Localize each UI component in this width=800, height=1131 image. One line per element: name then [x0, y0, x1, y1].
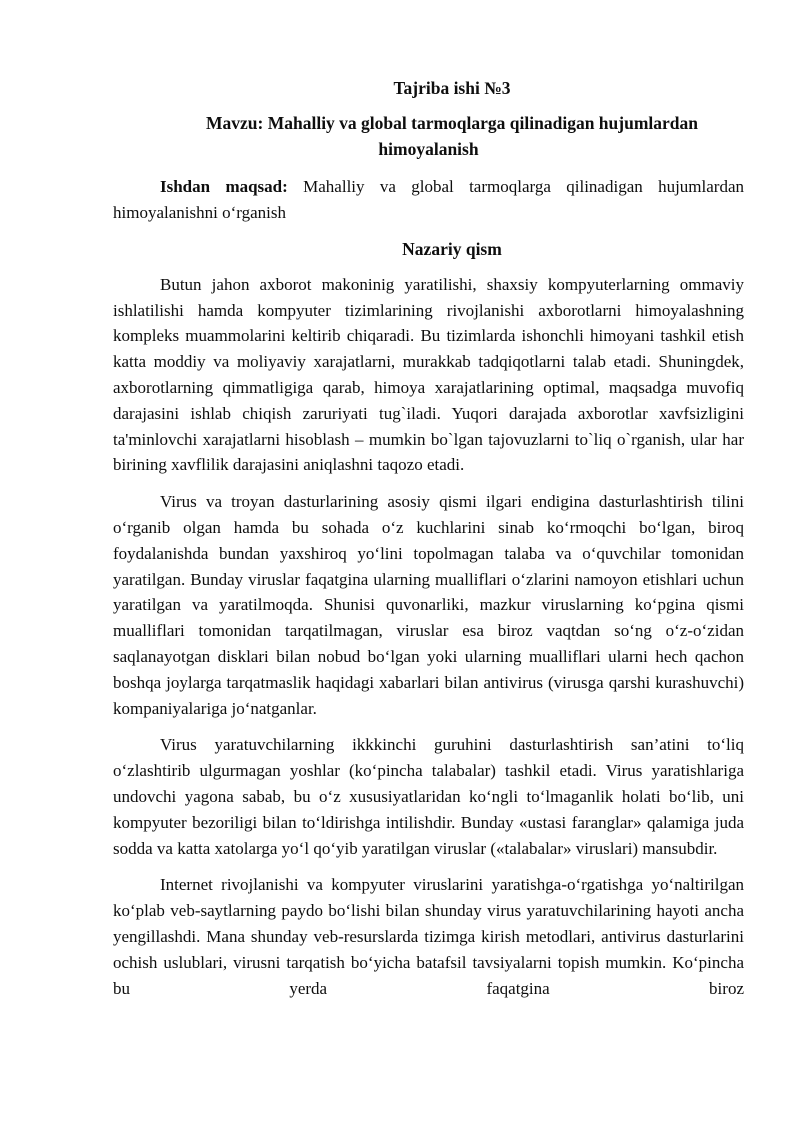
topic-heading: Mavzu: Mahalliy va global tarmoqlarga qilinadigan hujumlardan himoyalanish: [206, 112, 698, 159]
purpose-label: Ishdan maqsad:: [160, 177, 288, 197]
section-heading: Nazariy qism: [402, 238, 502, 259]
theory-paragraph-2: Virus va troyan dasturlarining asosiy qismi ilgari endigina dasturlashtirish tilini oʻrganib olgan hamda bu sohada oʻz kuchlarini sinab koʻrmoqchi boʻlgan, biroq foydalanishda bundan yaxshiroq yoʻlini topolmagan talaba va oʻquvchilar tomonidan yaratilgan. Bunday viruslar faqatgina ularning mualliflari oʻzlarini namoyon etishlari uchun yaratilgan va yaratilmoqda. Shunisi quvonarliki, mazkur viruslarning koʻpgina qismi mualliflari tomonidan tarqatilmagan, viruslar esa biroz vaqtdan soʻng oʻz-oʻzidan saqlanayotgan disklari bilan nobud boʻlgan yoki ularning mualliflari ularni hech qachon boshqa joylarga tarqatmaslik haqidagi xabarlari bilan antivirus (virusga qarshi kurashuvchi) kompaniyalariga joʻnatganlar.: [113, 492, 744, 718]
theory-paragraph-1: Butun jahon axborot makoninig yaratilishi, shaxsiy kompyuterlarning ommaviy ishlatilishi hamda kompyuter tizimlarining rivojlanishi axborotlarni himoyalashning kompleks muammolarini keltirib chiqaradi. Bu tizimlarda ishonchli himoyani tashkil etish katta moddiy va moliyaviy xarajatlarni, murakkab tadqiqotlarni talab etadi. Shuningdek, axborotlarning qimmatligiga qarab, himoya xarajatlarining optimal, maqsadga muvofiq darajasini ishlab chiqish zaruriyati tug`iladi. Yuqori darajada axborotlar xavfsizligini ta'minlovchi xarajatlarni hisoblash – mumkin bo`lgan tajovuzlarni to`liq o`rganish, ular har birining xavflilik darajasini aniqlashni taqozo etadi.: [113, 274, 744, 475]
theory-paragraph-4: Internet rivojlanishi va kompyuter viruslarini yaratishga-oʻrgatishga yoʻnaltirilgan koʻplab veb-saytlarning paydo boʻlishi bilan shunday virus yaratuvchilarining hayoti ancha yengillashdi. Mana shunday veb-resurslarda tizimga kirish metodlari, antivirus dasturlarini ochish uslublari, virusni tarqatish boʻyicha batafsil tavsiyalarni topish mumkin. Koʻpincha bu yerda faqatgina biroz: [113, 875, 744, 998]
purpose-paragraph: [113, 174, 744, 226]
page-title: Tajriba ishi №3: [393, 78, 511, 98]
purpose-text: Mahalliy va global tarmoqlarga qilinadigan hujumlardan himoyalanishni oʻrganish: [113, 177, 744, 223]
theory-paragraph-3: Virus yaratuvchilarning ikkkinchi guruhini dasturlashtirish san’atini toʻliq oʻzlashtirib ulgurmagan yoshlar (koʻpincha talabalar) tashkil etadi. Virus yaratishlariga undovchi yagona sabab, bu oʻz xususiyatlaridan koʻngli toʻlmaganlik holati boʻlib, uni kompyuter bezoriligi bilan toʻldirishga intilishdir. Bunday «ustasi faranglar» qalamiga juda sodda va katta xatolarga yoʻl qoʻyib yaratilgan viruslar («talabalar» viruslari) mansubdir.: [113, 735, 744, 858]
